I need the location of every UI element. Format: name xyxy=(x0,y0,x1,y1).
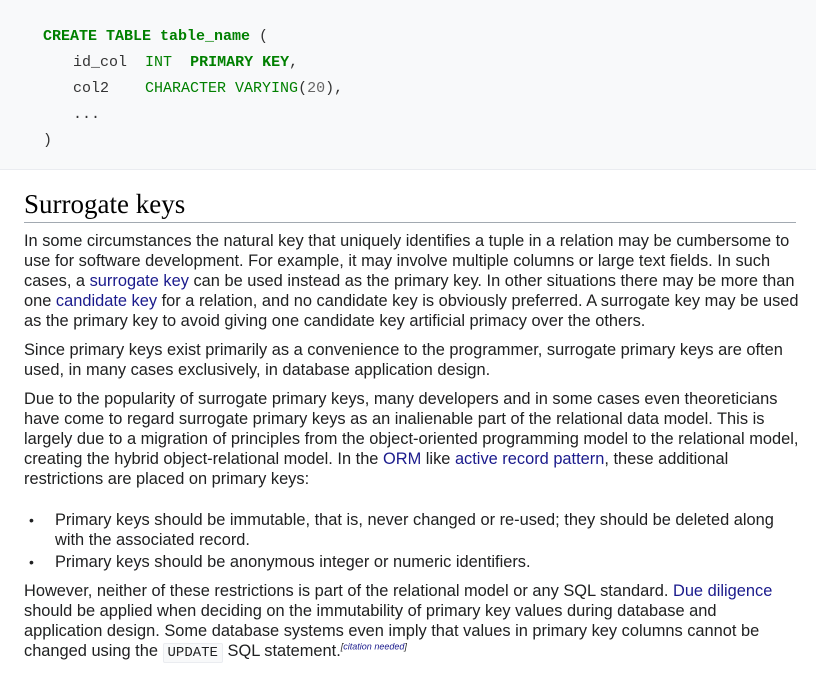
text-span: can be used instead as the primary key. In other situations there may be more than one xyxy=(24,272,795,310)
sql-code-block xyxy=(0,0,816,170)
cite-bracket: ] xyxy=(404,641,407,652)
code-col-type: CHARACTER VARYING xyxy=(145,80,299,97)
link-citation-needed[interactable]: citation needed xyxy=(343,641,405,652)
code-line-close xyxy=(43,131,52,151)
list-item-text: Primary keys should be anonymous integer or numeric identifiers. xyxy=(55,553,531,571)
code-line-col2 xyxy=(73,79,343,99)
code-line-ellipsis xyxy=(73,105,100,125)
link-active-record-pattern[interactable]: active record pattern xyxy=(454,450,605,468)
code-col-name: col2 xyxy=(73,80,110,97)
paragraph-convenience: Since primary keys exist primarily as a convenience to the programmer, surrogate primary keys are often used, in many cases exclusively, in database application design. xyxy=(24,341,783,379)
paragraph-restrictions xyxy=(24,581,799,663)
code-ellipsis: ... xyxy=(73,106,101,123)
citation-needed xyxy=(341,642,407,652)
list-item-text: Primary keys should be immutable, that is, never changed or re-used; they should be deleted along with the associated record. xyxy=(55,511,774,549)
code-create-table: CREATE TABLE table_name xyxy=(43,28,251,45)
code-col-name: id_col xyxy=(73,54,128,71)
bullet-icon: • xyxy=(29,554,34,570)
text-span: SQL statement. xyxy=(222,642,341,660)
text-span: However, neither of these restrictions is part of the relational model or any SQL standard. xyxy=(24,582,673,600)
code-primary-key: PRIMARY KEY xyxy=(190,54,290,71)
link-surrogate-key[interactable]: surrogate key xyxy=(89,272,189,290)
restrictions-list xyxy=(24,510,799,572)
article-body xyxy=(24,231,799,672)
code-line-id-col xyxy=(73,53,298,73)
code-paren-close: ), xyxy=(325,80,344,97)
list-item xyxy=(29,552,799,572)
text-span: like xyxy=(421,450,455,468)
code-paren-open: ( xyxy=(298,80,308,97)
paragraph-intro xyxy=(24,231,799,331)
text-span: Due to the popularity of surrogate primary keys, many developers and in some cases even theoreticians have come to regard surrogate primary keys as an inalienable part of the relational data model. This is largely due to a migration of principles from the object-oriented programming model to the relational model, creating the hybrid object-relational model. In the xyxy=(24,390,799,468)
link-due-diligence[interactable]: Due diligence xyxy=(672,582,773,600)
text-span: should be applied when deciding on the immutability of primary key values during database and application design. Some database systems even imply that values in primary key columns cannot be changed using the xyxy=(24,602,760,660)
paragraph-popularity xyxy=(24,389,799,489)
link-candidate-key[interactable]: candidate key xyxy=(55,292,158,310)
text-span: , these additional restrictions are placed on primary keys: xyxy=(24,450,729,488)
cite-bracket: [ xyxy=(340,641,344,652)
list-item xyxy=(29,510,799,550)
code-length: 20 xyxy=(307,80,326,97)
text-span: for a relation, and no candidate key is obviously preferred. A surrogate key may be used as the primary key to avoid giving one candidate key artificial primacy over the others. xyxy=(24,292,799,330)
section-heading: Surrogate keys xyxy=(24,188,796,223)
link-orm[interactable]: ORM xyxy=(382,450,422,468)
code-col-type: INT xyxy=(145,54,173,71)
inline-code-update: UPDATE xyxy=(163,643,223,663)
code-line-create xyxy=(43,27,268,47)
text-span: In some circumstances the natural key that uniquely identifies a tuple in a relation may be cumbersome to use for software development. For example, it may involve multiple columns or large text fields. In such cases, a xyxy=(24,232,790,290)
code-open-paren: ( xyxy=(250,28,269,45)
code-comma: , xyxy=(289,54,299,71)
bullet-icon: • xyxy=(29,512,34,528)
code-close-paren: ) xyxy=(43,132,53,149)
